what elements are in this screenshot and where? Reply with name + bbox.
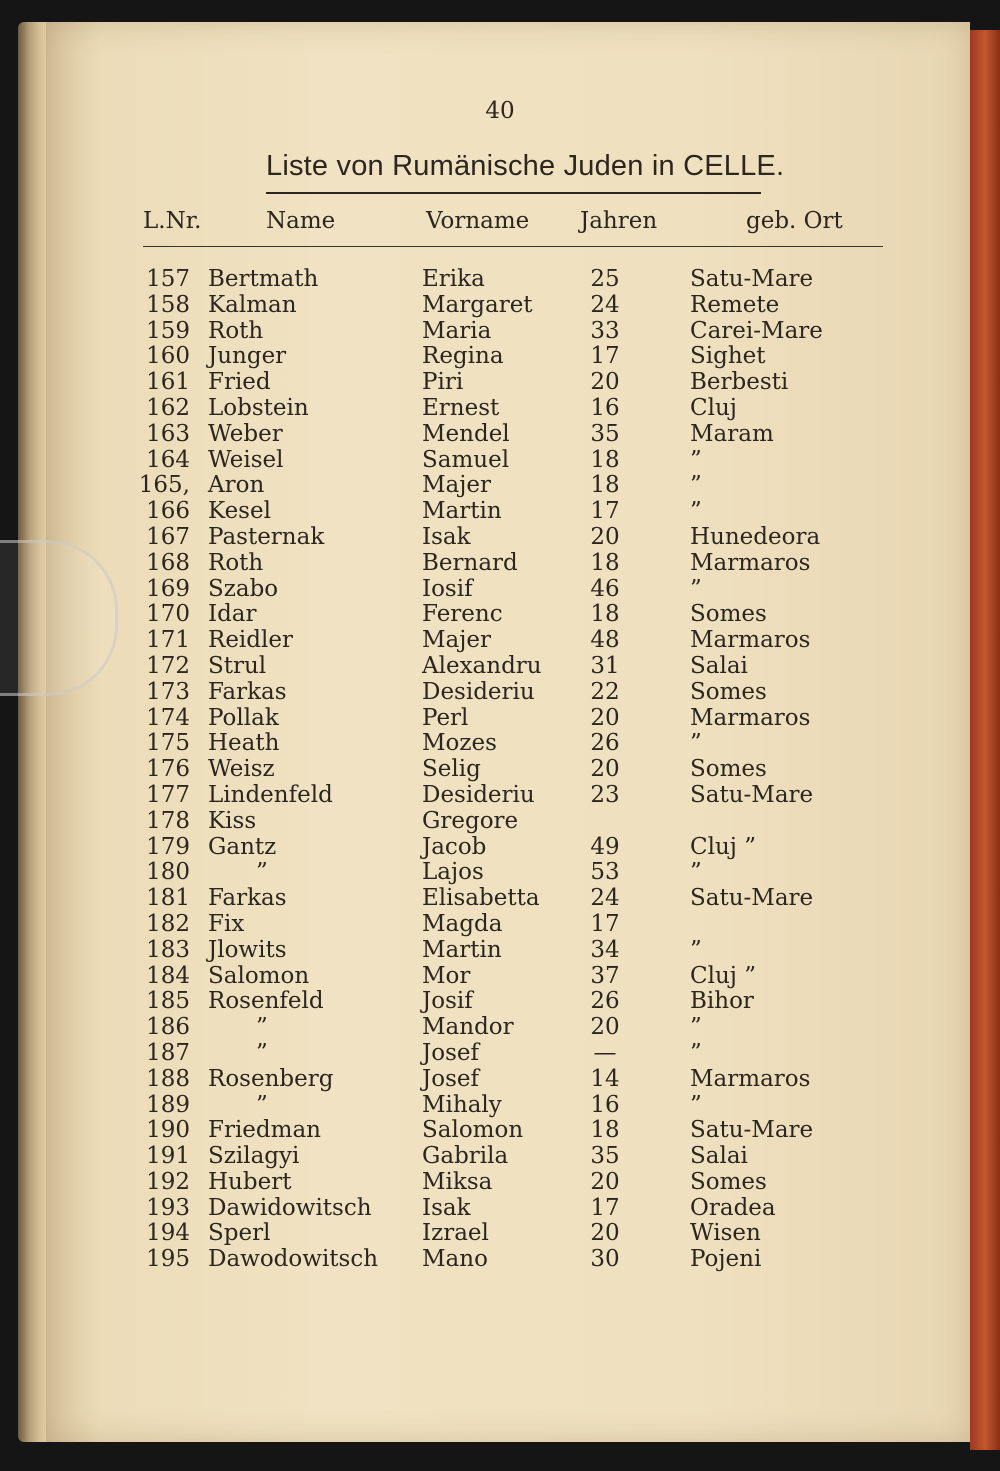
- row-vorname: Gabrila: [422, 1143, 509, 1170]
- table-row: [0, 834, 1000, 860]
- table-row: [0, 1014, 1000, 1040]
- row-vorname: Iosif: [422, 575, 473, 602]
- row-vorname: Margaret: [422, 291, 533, 318]
- row-jahren: 14: [590, 1065, 620, 1092]
- row-name: Lindenfeld: [208, 781, 333, 808]
- row-jahren: 18: [590, 1117, 620, 1144]
- row-jahren: 20: [590, 523, 620, 550]
- row-jahren: 30: [590, 1246, 620, 1273]
- table-row: [0, 369, 1000, 395]
- table-row: [0, 1066, 1000, 1092]
- row-number: 166: [146, 498, 190, 525]
- page-number: 40: [485, 98, 515, 124]
- row-jahren: 20: [590, 1220, 620, 1247]
- row-jahren: 16: [590, 1091, 620, 1118]
- row-number: 181: [146, 885, 190, 912]
- row-number: 161: [146, 369, 190, 396]
- row-number: 185: [146, 988, 190, 1015]
- table-row: [0, 1092, 1000, 1118]
- table-row: [0, 679, 1000, 705]
- row-vorname: Ferenc: [422, 601, 503, 628]
- row-jahren: 17: [590, 910, 620, 937]
- row-vorname: Izrael: [422, 1220, 489, 1247]
- row-jahren: 18: [590, 549, 620, 576]
- row-name: Farkas: [208, 678, 287, 705]
- row-ort: ”: [690, 859, 702, 886]
- row-ort: Maram: [690, 420, 774, 447]
- row-ort: Marmaros: [690, 549, 811, 576]
- row-number: 188: [146, 1065, 190, 1092]
- table-row: [0, 937, 1000, 963]
- row-number: 173: [146, 678, 190, 705]
- row-number: 178: [146, 807, 190, 834]
- table-row: [0, 1195, 1000, 1221]
- row-jahren: 16: [590, 394, 620, 421]
- header-ort: geb. Ort: [746, 208, 843, 234]
- row-ort: Salai: [690, 652, 748, 679]
- table-row: [0, 988, 1000, 1014]
- row-vorname: Bernard: [422, 549, 518, 576]
- row-vorname: Mihaly: [422, 1091, 502, 1118]
- row-number: 174: [146, 704, 190, 731]
- row-ort: Cluj ”: [690, 833, 756, 860]
- row-name: Dawodowitsch: [208, 1246, 379, 1273]
- row-vorname: Mano: [422, 1246, 488, 1273]
- row-number: 172: [146, 652, 190, 679]
- row-ort: Marmaros: [690, 704, 811, 731]
- row-name: Aron: [208, 472, 265, 499]
- table-row: [0, 498, 1000, 524]
- row-vorname: Erika: [422, 266, 485, 292]
- row-number: 167: [146, 523, 190, 550]
- row-ort: ”: [690, 1014, 702, 1041]
- row-name: Dawidowitsch: [208, 1194, 372, 1221]
- row-vorname: Martin: [422, 936, 502, 963]
- table-row: [0, 885, 1000, 911]
- row-ort: Marmaros: [690, 627, 811, 654]
- row-vorname: Majer: [422, 472, 491, 499]
- row-ort: Satu-Mare: [690, 885, 814, 912]
- row-jahren: 17: [590, 1194, 620, 1221]
- row-ort: ”: [690, 575, 702, 602]
- row-ort: ”: [690, 498, 702, 525]
- table-row: [0, 395, 1000, 421]
- row-name: Junger: [208, 343, 287, 370]
- row-jahren: 48: [590, 627, 620, 654]
- row-jahren: 20: [590, 756, 620, 783]
- row-name: Fried: [208, 369, 271, 396]
- row-number: 182: [146, 910, 190, 937]
- row-vorname: Regina: [422, 343, 504, 370]
- row-vorname: Alexandru: [422, 652, 542, 679]
- row-ort: Somes: [690, 1168, 767, 1195]
- row-number: 191: [146, 1143, 190, 1170]
- row-number: 157: [146, 266, 190, 292]
- table-row: [0, 601, 1000, 627]
- row-vorname: Samuel: [422, 446, 510, 473]
- row-ort: Salai: [690, 1143, 748, 1170]
- row-name: Farkas: [208, 885, 287, 912]
- row-name: Idar: [208, 601, 257, 628]
- table-row: [0, 550, 1000, 576]
- row-number: 176: [146, 756, 190, 783]
- row-ort: Berbesti: [690, 369, 789, 396]
- table-row: [0, 576, 1000, 602]
- header-vorname: Vorname: [426, 208, 530, 234]
- row-vorname: Jacob: [422, 833, 487, 860]
- row-name: Weber: [208, 420, 283, 447]
- row-jahren: 24: [590, 291, 620, 318]
- row-number: 168: [146, 549, 190, 576]
- row-ort: Cluj ”: [690, 962, 756, 989]
- row-name: Salomon: [208, 962, 310, 989]
- row-vorname: Salomon: [422, 1117, 524, 1144]
- row-ort: Wisen: [690, 1220, 761, 1247]
- table-row: [0, 808, 1000, 834]
- row-number: 164: [146, 446, 190, 473]
- row-number: 193: [146, 1194, 190, 1221]
- row-name: ”: [256, 859, 268, 886]
- table-row: [0, 730, 1000, 756]
- row-number: 184: [146, 962, 190, 989]
- table-row: [0, 859, 1000, 885]
- row-jahren: 53: [590, 859, 620, 886]
- row-vorname: Desideriu: [422, 781, 535, 808]
- row-number: 186: [146, 1014, 190, 1041]
- row-name: Hubert: [208, 1168, 292, 1195]
- row-name: Reidler: [208, 627, 293, 654]
- row-ort: Pojeni: [690, 1246, 762, 1273]
- row-number: 175: [146, 730, 190, 757]
- table-row: [0, 472, 1000, 498]
- row-jahren: 18: [590, 446, 620, 473]
- row-jahren: 33: [590, 317, 620, 344]
- row-vorname: Mendel: [422, 420, 510, 447]
- row-number: 195: [146, 1246, 190, 1273]
- row-vorname: Josef: [422, 1039, 479, 1066]
- row-name: Roth: [208, 549, 264, 576]
- row-name: Gantz: [208, 833, 277, 860]
- row-ort: Carei-Mare: [690, 317, 823, 344]
- table-row: [0, 343, 1000, 369]
- row-vorname: Selig: [422, 756, 481, 783]
- header-rule: [143, 246, 883, 247]
- row-number: 177: [146, 781, 190, 808]
- table-row: [0, 1143, 1000, 1169]
- row-number: 189: [146, 1091, 190, 1118]
- row-jahren: 20: [590, 1014, 620, 1041]
- row-name: Kalman: [208, 291, 297, 318]
- row-number: 165,: [138, 472, 190, 499]
- row-ort: Satu-Mare: [690, 1117, 814, 1144]
- row-jahren: 26: [590, 730, 620, 757]
- row-number: 162: [146, 394, 190, 421]
- row-name: Rosenfeld: [208, 988, 324, 1015]
- table-row: [0, 1220, 1000, 1246]
- row-name: Pasternak: [208, 523, 325, 550]
- row-name: Jlowits: [208, 936, 287, 963]
- row-name: Strul: [208, 652, 267, 679]
- row-ort: Remete: [690, 291, 780, 318]
- row-name: Weisel: [208, 446, 284, 473]
- header-nr: L.Nr.: [143, 208, 202, 234]
- row-jahren: 46: [590, 575, 620, 602]
- row-number: 194: [146, 1220, 190, 1247]
- page-title: Liste von Rumänische Juden in CELLE.: [266, 150, 785, 182]
- row-number: 171: [146, 627, 190, 654]
- row-vorname: Elisabetta: [422, 885, 540, 912]
- table-row: [0, 963, 1000, 989]
- table-row: [0, 1246, 1000, 1272]
- table-row: [0, 1117, 1000, 1143]
- row-vorname: Magda: [422, 910, 503, 937]
- row-jahren: 31: [590, 652, 620, 679]
- row-jahren: 35: [590, 1143, 620, 1170]
- row-number: 187: [146, 1039, 190, 1066]
- table-row: [0, 447, 1000, 473]
- row-ort: ”: [690, 472, 702, 499]
- row-number: 190: [146, 1117, 190, 1144]
- row-jahren: 23: [590, 781, 620, 808]
- row-ort: Somes: [690, 601, 767, 628]
- row-vorname: Mor: [422, 962, 471, 989]
- row-ort: Satu-Mare: [690, 781, 814, 808]
- row-number: 180: [146, 859, 190, 886]
- title-underline: [266, 192, 761, 194]
- row-vorname: Piri: [422, 369, 464, 396]
- row-name: Weisz: [208, 756, 275, 783]
- table-row: [0, 705, 1000, 731]
- row-name: Roth: [208, 317, 264, 344]
- table-row: [0, 911, 1000, 937]
- table-row: [0, 266, 1000, 292]
- header-jahren: Jahren: [580, 208, 658, 234]
- row-number: 179: [146, 833, 190, 860]
- row-vorname: Gregore: [422, 807, 519, 834]
- row-jahren: 24: [590, 885, 620, 912]
- row-ort: Cluj: [690, 394, 737, 421]
- row-name: ”: [256, 1091, 268, 1118]
- row-name: Friedman: [208, 1117, 321, 1144]
- row-number: 170: [146, 601, 190, 628]
- table-row: [0, 292, 1000, 318]
- row-number: 183: [146, 936, 190, 963]
- row-name: Kesel: [208, 498, 271, 525]
- row-ort: Sighet: [690, 343, 766, 370]
- row-vorname: Ernest: [422, 394, 500, 421]
- row-ort: Marmaros: [690, 1065, 811, 1092]
- row-number: 160: [146, 343, 190, 370]
- row-vorname: Perl: [422, 704, 469, 731]
- table-row: [0, 653, 1000, 679]
- table-row: [0, 524, 1000, 550]
- row-vorname: Josef: [422, 1065, 479, 1092]
- row-jahren: 37: [590, 962, 620, 989]
- row-name: Szabo: [208, 575, 279, 602]
- header-name: Name: [266, 208, 336, 234]
- row-name: Bertmath: [208, 266, 319, 292]
- row-number: 158: [146, 291, 190, 318]
- row-ort: ”: [690, 936, 702, 963]
- table-row: [0, 627, 1000, 653]
- row-ort: Hunedeora: [690, 523, 821, 550]
- row-vorname: Majer: [422, 627, 491, 654]
- table-row: [0, 318, 1000, 344]
- row-vorname: Isak: [422, 1194, 471, 1221]
- row-vorname: Desideriu: [422, 678, 535, 705]
- row-jahren: 26: [590, 988, 620, 1015]
- row-vorname: Mozes: [422, 730, 497, 757]
- row-ort: Oradea: [690, 1194, 776, 1221]
- row-vorname: Isak: [422, 523, 471, 550]
- row-name: Kiss: [208, 807, 257, 834]
- table-row: [0, 1169, 1000, 1195]
- table-row: [0, 756, 1000, 782]
- row-name: Pollak: [208, 704, 279, 731]
- row-jahren: 34: [590, 936, 620, 963]
- row-name: ”: [256, 1014, 268, 1041]
- row-ort: Satu-Mare: [690, 266, 814, 292]
- row-ort: ”: [690, 1039, 702, 1066]
- table-row: [0, 782, 1000, 808]
- row-vorname: Maria: [422, 317, 492, 344]
- row-vorname: Josif: [422, 988, 473, 1015]
- row-jahren: 22: [590, 678, 620, 705]
- row-ort: ”: [690, 730, 702, 757]
- row-name: Heath: [208, 730, 280, 757]
- row-ort: Somes: [690, 678, 767, 705]
- row-name: Fix: [208, 910, 245, 937]
- row-name: Rosenberg: [208, 1065, 334, 1092]
- table-body: [0, 266, 1000, 1272]
- row-vorname: Miksa: [422, 1168, 493, 1195]
- row-ort: ”: [690, 1091, 702, 1118]
- row-jahren: 35: [590, 420, 620, 447]
- row-ort: Bihor: [690, 988, 754, 1015]
- row-name: Lobstein: [208, 394, 309, 421]
- row-number: 159: [146, 317, 190, 344]
- row-jahren: 18: [590, 601, 620, 628]
- row-vorname: Lajos: [422, 859, 484, 886]
- row-jahren: 20: [590, 704, 620, 731]
- row-jahren: 20: [590, 1168, 620, 1195]
- row-name: Szilagyi: [208, 1143, 300, 1170]
- table-row: [0, 1040, 1000, 1066]
- table-row: [0, 421, 1000, 447]
- row-number: 169: [146, 575, 190, 602]
- row-jahren: —: [593, 1039, 617, 1066]
- row-jahren: 49: [590, 833, 620, 860]
- row-ort: ”: [690, 446, 702, 473]
- row-name: Sperl: [208, 1220, 271, 1247]
- row-number: 163: [146, 420, 190, 447]
- row-name: ”: [256, 1039, 268, 1066]
- row-jahren: 25: [590, 266, 620, 292]
- row-jahren: 18: [590, 472, 620, 499]
- row-vorname: Martin: [422, 498, 502, 525]
- row-number: 192: [146, 1168, 190, 1195]
- row-ort: Somes: [690, 756, 767, 783]
- row-jahren: 17: [590, 343, 620, 370]
- row-jahren: 20: [590, 369, 620, 396]
- row-jahren: 17: [590, 498, 620, 525]
- title-block: [266, 150, 785, 183]
- row-vorname: Mandor: [422, 1014, 514, 1041]
